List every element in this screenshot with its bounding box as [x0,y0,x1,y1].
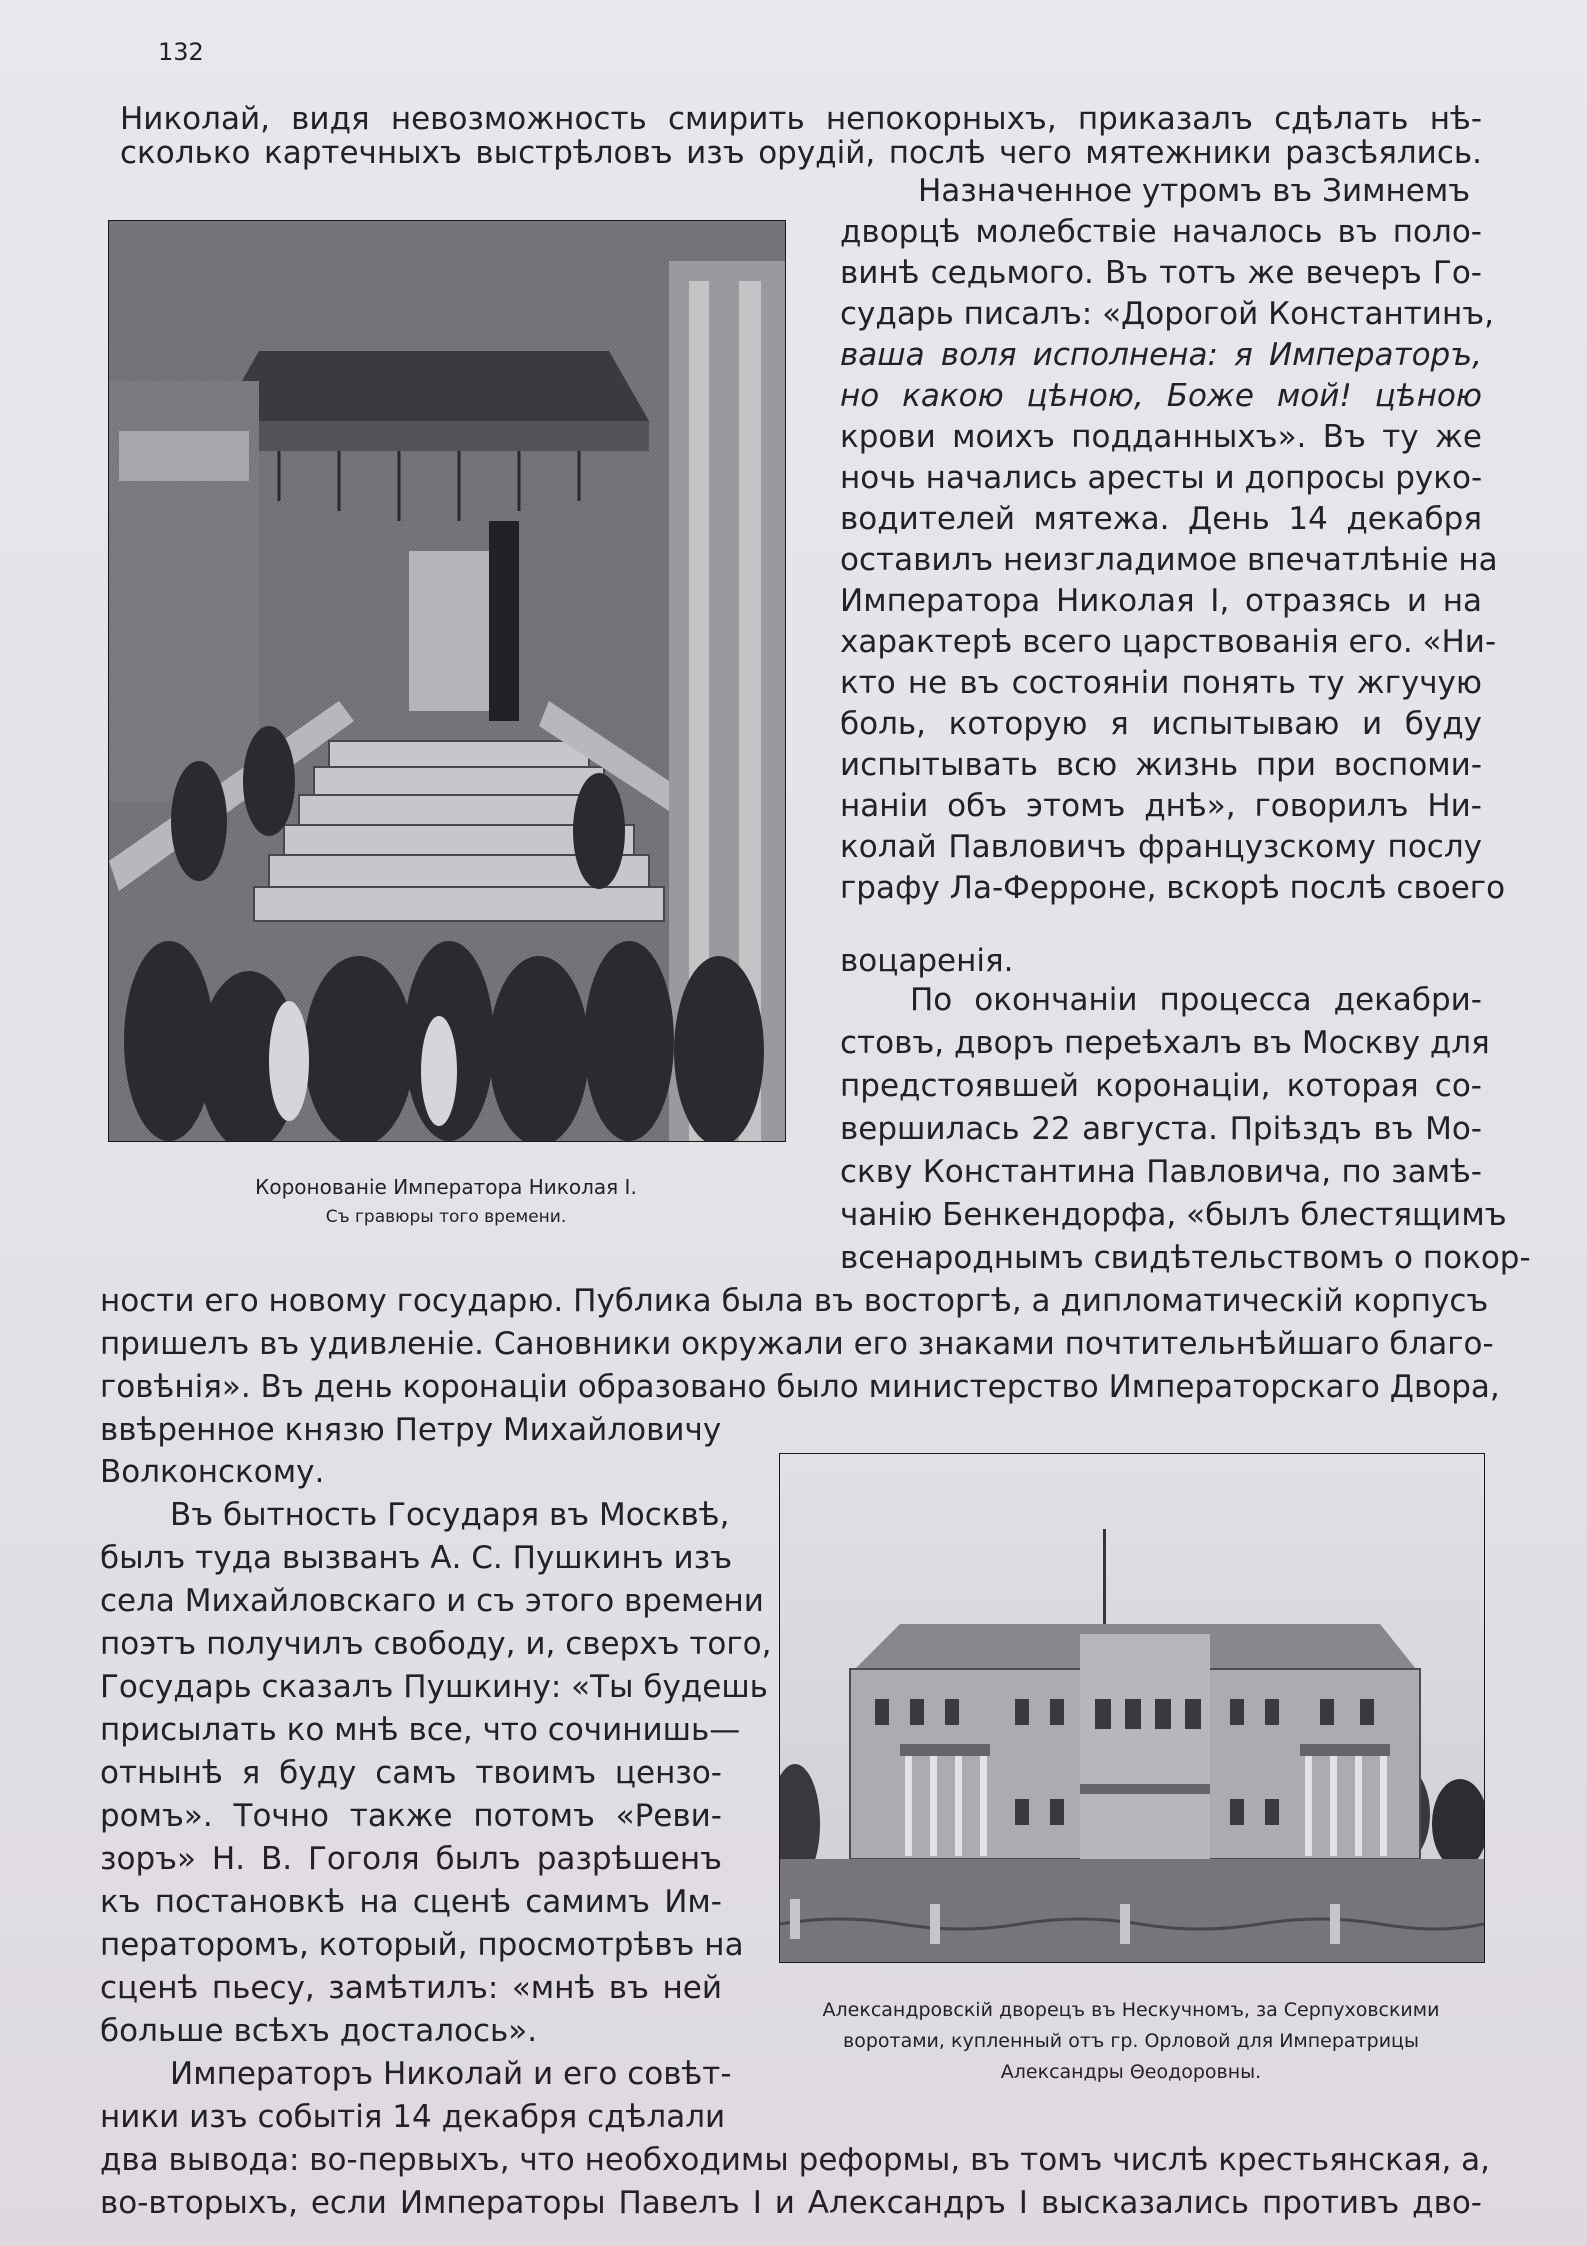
text-line: скву Константина Павловича, по замѣ- [840,1154,1482,1190]
text-line: оставилъ неизгладимое впечатлѣніе на [840,542,1498,578]
text-line: чанію Бенкендорфа, «былъ блестящимъ [840,1197,1507,1233]
text-line: характерѣ всего царствованія его. «Ни- [840,624,1497,660]
text-line: Императора Николая I, отразясь и на [840,583,1482,619]
text-line: стовъ, дворъ переѣхалъ въ Москву для [840,1025,1490,1061]
figure1-caption-title: Коронованіе Императора Николая I. [255,1175,637,1199]
figure2-caption-line: воротами, купленный отъ гр. Орловой для Императрицы [843,2030,1419,2052]
text-line: боль, которую я испытываю и буду [840,706,1482,742]
text-line: ности его новому государю. Публика была въ восторгѣ, а дипломатическій корпусъ [100,1283,1489,1319]
palace-photograph [779,1453,1485,1963]
text-line: ператоромъ, который, просмотрѣвъ на [100,1927,744,1963]
figure1-caption [108,1172,784,1232]
text-line: былъ туда вызванъ А. С. Пушкинъ изъ [100,1540,733,1576]
text-line: крови моихъ подданныхъ». Въ ту же [840,419,1482,455]
page-number: 132 [158,38,204,66]
text-line: ники изъ событія 14 декабря сдѣлали [100,2099,726,2135]
text-line: всенароднымъ свидѣтельствомъ о покор- [840,1240,1531,1276]
text-line: кто не въ состояніи понять ту жгучую [840,665,1482,701]
text-line: графу Ла-Ферроне, вскорѣ послѣ своего [840,870,1506,906]
text-line: дворцѣ молебствіе началось въ поло- [840,214,1482,250]
text-line: два вывода: во-первыхъ, что необходимы реформы, въ томъ числѣ крестьянская, а, [100,2142,1491,2178]
text-line: ромъ». Точно также потомъ «Реви- [100,1798,722,1834]
text-line: Назначенное утромъ въ Зимнемъ [918,173,1471,209]
text-line: больше всѣхъ досталось». [100,2013,538,2049]
text-line: во-вторыхъ, если Императоры Павелъ I и Александръ I высказались противъ дво- [100,2185,1482,2221]
figure2-caption-line: Александры Θеодоровны. [1000,2061,1262,2083]
figure1-caption-sub: Съ гравюры того времени. [325,1207,567,1227]
text-line: колай Павловичъ французскому послу [840,829,1482,865]
coronation-engraving [108,220,786,1142]
text-line: Государь сказалъ Пушкину: «Ты будешь [100,1669,768,1705]
text-line: сколько картечныхъ выстрѣловъ изъ орудій, послѣ чего мятежники разсѣялись. [120,135,1482,171]
text-line: Волконскому. [100,1454,325,1490]
text-line: сударь писалъ: «Дорогой Константинъ, [840,296,1494,332]
text-line: Императоръ Николай и его совѣт- [170,2056,732,2092]
palace-photograph-art [780,1454,1484,1962]
text-line: Въ бытность Государя въ Москвѣ, [170,1497,730,1533]
text-line: испытывать всю жизнь при воспоми- [840,747,1482,783]
text-line: села Михайловскаго и съ этого времени [100,1583,764,1619]
text-line: винѣ седьмого. Въ тотъ же вечеръ Го- [840,255,1482,291]
text-line: водителей мятежа. День 14 декабря [840,501,1482,537]
text-line: предстоявшей коронаціи, которая со- [840,1068,1482,1104]
figure2-caption [760,1995,1502,2088]
text-line: ночь начались аресты и допросы руко- [840,460,1483,496]
text-line-italic: но какою цѣною, Боже мой! цѣною [840,378,1482,414]
text-line: зоръ» Н. В. Гоголя былъ разрѣшенъ [100,1841,722,1877]
figure2-caption-line: Александровскій дворецъ въ Нескучномъ, за Серпуховскими [822,1999,1440,2021]
text-line: сценѣ пьесу, замѣтилъ: «мнѣ въ ней [100,1970,722,2006]
text-line: По окончаніи процесса декабри- [910,982,1482,1018]
text-line: поэтъ получилъ свободу, и, сверхъ того, [100,1626,772,1662]
text-line: пришелъ въ удивленіе. Сановники окружали его знаками почтительнѣйшаго благо- [100,1326,1494,1362]
text-line: воцаренія. [840,943,1014,979]
text-line: къ постановкѣ на сценѣ самимъ Им- [100,1884,722,1920]
text-line: отнынѣ я буду самъ твоимъ цензо- [100,1755,722,1791]
text-line: присылать ко мнѣ все, что сочинишь— [100,1712,741,1748]
text-line: говѣнія». Въ день коронаціи образовано было министерство Императорскаго Двора, [100,1369,1500,1405]
text-line: наніи объ этомъ днѣ», говорилъ Ни- [840,788,1482,824]
coronation-engraving-art [109,221,785,1141]
text-line: Николай, видя невозможность смирить непокорныхъ, приказалъ сдѣлать нѣ- [120,101,1482,137]
text-line-italic: ваша воля исполнена: я Императоръ, [840,337,1482,373]
text-line: ввѣренное князю Петру Михайловичу [100,1412,722,1448]
text-line: вершилась 22 августа. Пріѣздъ въ Мо- [840,1111,1482,1147]
